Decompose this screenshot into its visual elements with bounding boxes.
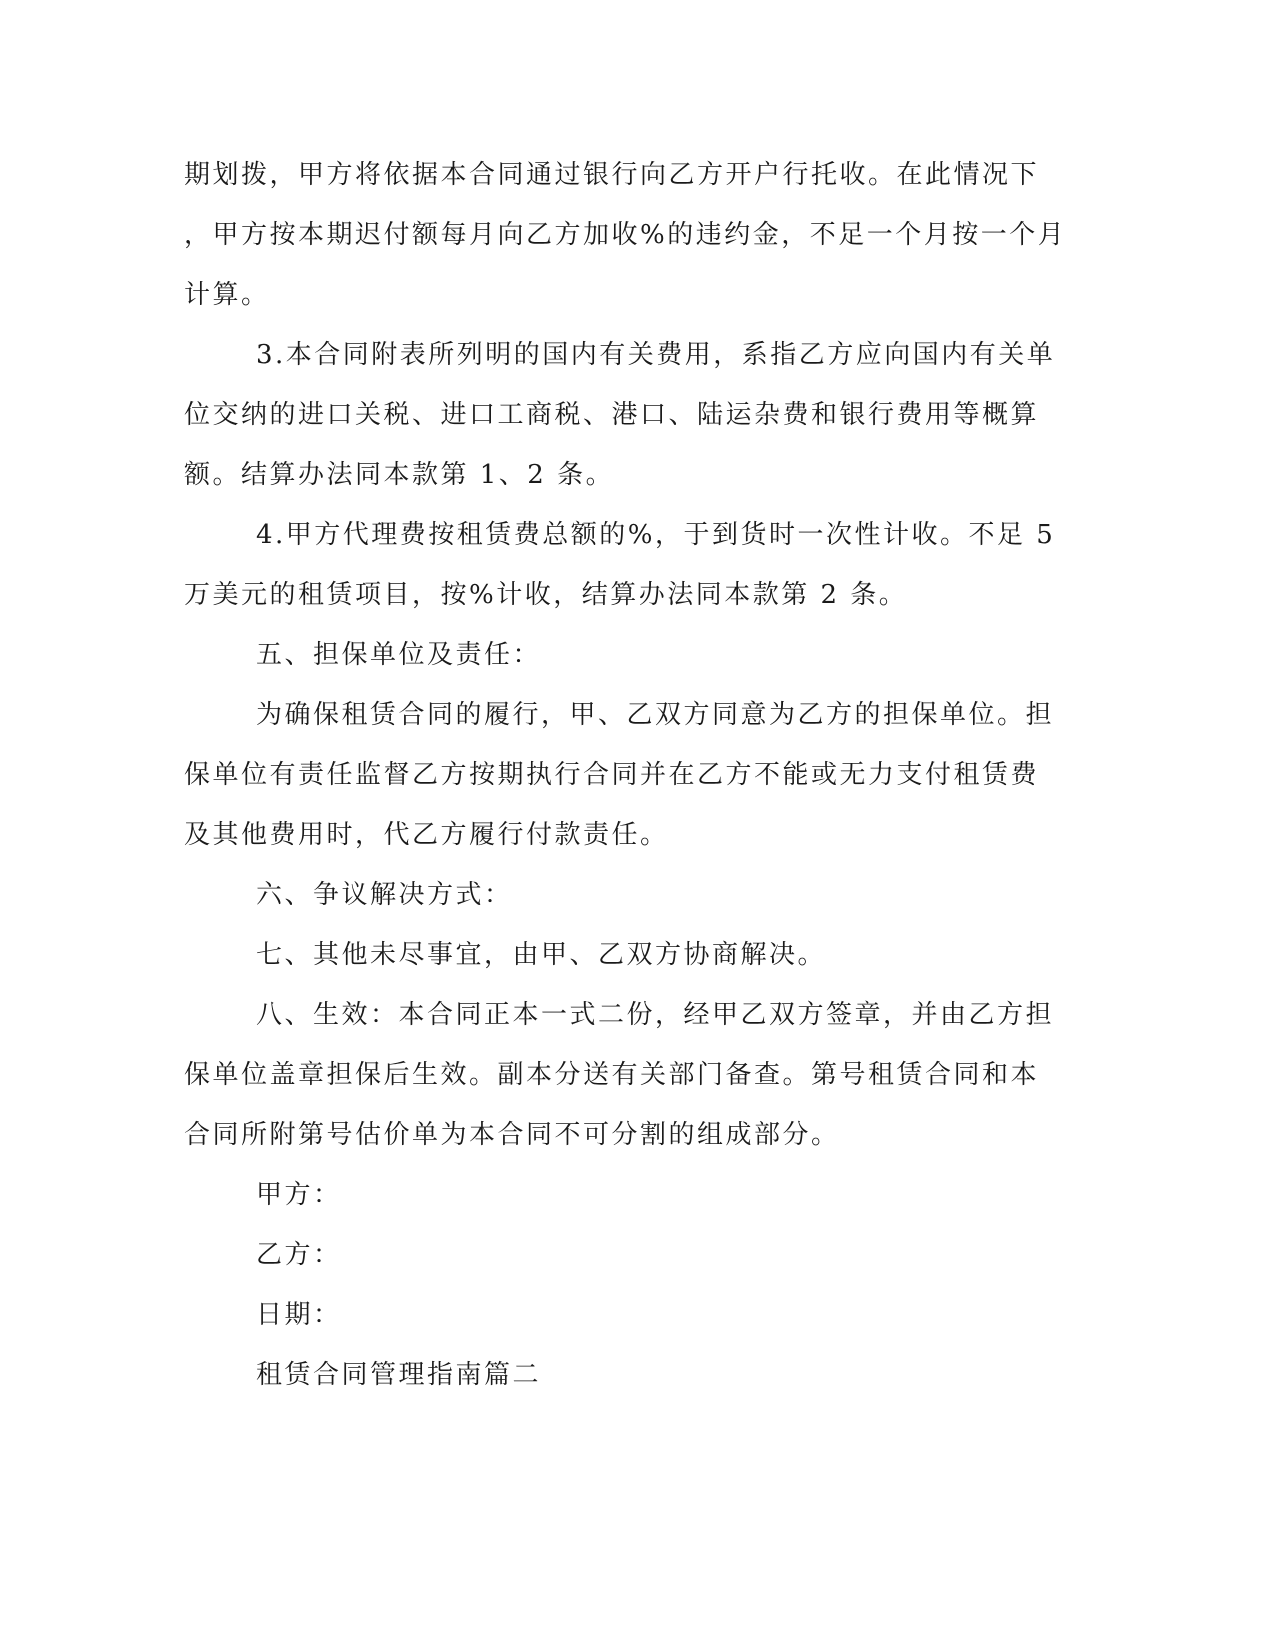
section-heading: 六、争议解决方式： <box>256 880 513 910</box>
paragraph-line: 合同所附第号估价单为本合同不可分割的组成部分。 <box>184 1120 840 1150</box>
paragraph-line: ，甲方按本期迟付额每月向乙方加收%的违约金，不足一个月按一个月 <box>184 220 1067 250</box>
paragraph-line: 4.甲方代理费按租赁费总额的%，于到货时一次性计收。不足 5 <box>256 520 1056 550</box>
document-body <box>184 160 1104 1420</box>
section-heading: 七、其他未尽事宜，由甲、乙双方协商解决。 <box>256 940 827 970</box>
signature-party-a: 甲方： <box>256 1180 342 1210</box>
signature-party-b: 乙方： <box>256 1240 342 1270</box>
paragraph-line: 期划拨，甲方将依据本合同通过银行向乙方开户行托收。在此情况下 <box>184 160 1040 190</box>
paragraph-line: 额。结算办法同本款第 1、2 条。 <box>184 460 615 490</box>
section-heading: 五、担保单位及责任： <box>256 640 542 670</box>
paragraph-line: 位交纳的进口关税、进口工商税、港口、陆运杂费和银行费用等概算 <box>184 400 1040 430</box>
paragraph-line: 3.本合同附表所列明的国内有关费用，系指乙方应向国内有关单 <box>256 340 1056 370</box>
paragraph-line: 保单位有责任监督乙方按期执行合同并在乙方不能或无力支付租赁费 <box>184 760 1040 790</box>
signature-date: 日期： <box>256 1300 342 1330</box>
paragraph-line: 及其他费用时，代乙方履行付款责任。 <box>184 820 669 850</box>
paragraph-line: 计算。 <box>184 280 270 310</box>
next-section-title: 租赁合同管理指南篇二 <box>256 1360 542 1390</box>
paragraph-line: 为确保租赁合同的履行，甲、乙双方同意为乙方的担保单位。担 <box>256 700 1055 730</box>
paragraph-line: 保单位盖章担保后生效。副本分送有关部门备查。第号租赁合同和本 <box>184 1060 1040 1090</box>
paragraph-line: 万美元的租赁项目，按%计收，结算办法同本款第 2 条。 <box>184 580 908 610</box>
paragraph-line: 八、生效：本合同正本一式二份，经甲乙双方签章，并由乙方担 <box>256 1000 1055 1030</box>
